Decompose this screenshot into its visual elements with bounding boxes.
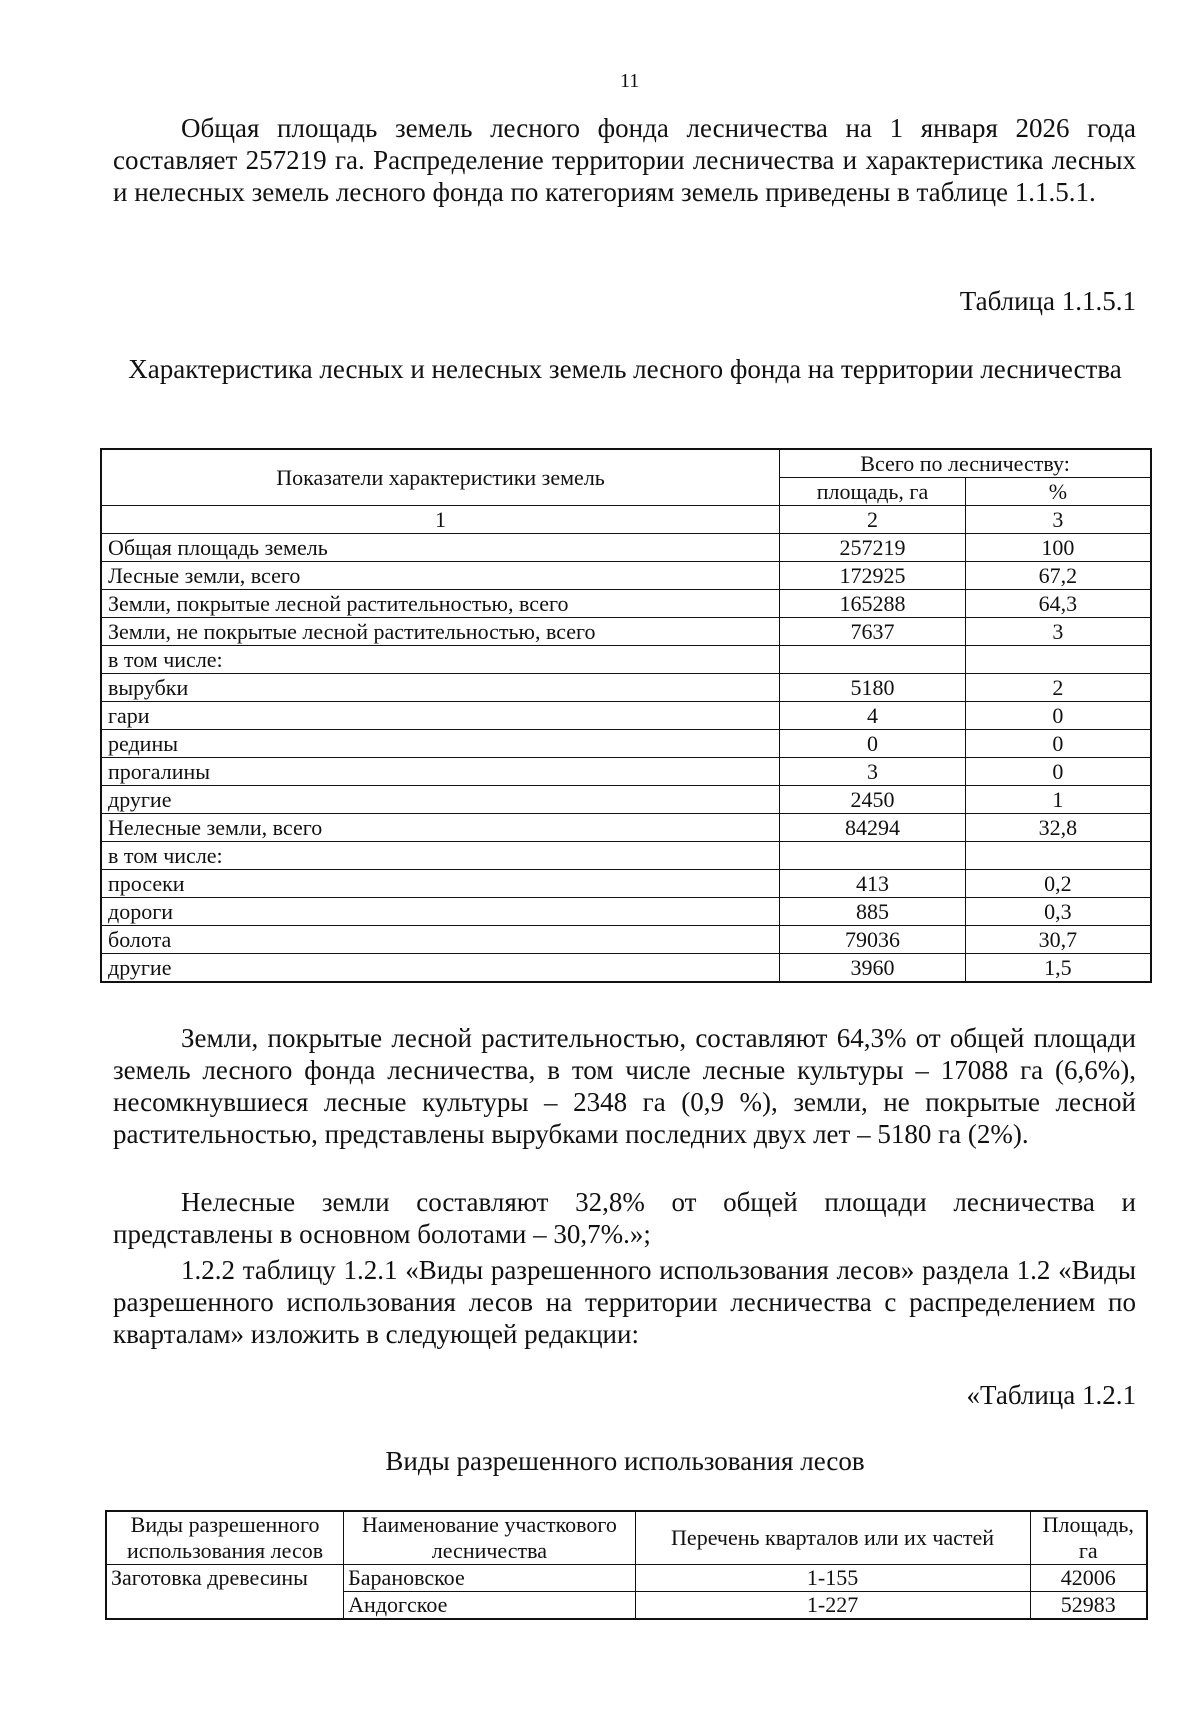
row-area: 52983 bbox=[1030, 1592, 1147, 1620]
table2-label: «Таблица 1.2.1 bbox=[966, 1380, 1136, 1410]
table1-colnum-3: 3 bbox=[965, 506, 1151, 534]
intro-paragraph: Общая площадь земель лесного фонда лесничества на 1 января 2026 года составляет 257219 га. Распределение территории лесничества и характеристика лесных и нелесных земель лесного фонда по категориям земель приведены в таблице 1.1.5.1. bbox=[113, 113, 1136, 207]
table1-label: Таблица 1.1.5.1 bbox=[959, 286, 1136, 316]
table2-header-use: Виды разрешенного использования лесов bbox=[106, 1511, 344, 1565]
row-percent: 0,2 bbox=[965, 870, 1151, 898]
row-district: Андогское bbox=[344, 1592, 635, 1620]
table-row bbox=[101, 618, 1151, 646]
row-percent: 1 bbox=[965, 786, 1151, 814]
table-row bbox=[101, 870, 1151, 898]
row-area: 3 bbox=[780, 758, 966, 786]
row-name: Общая площадь земель bbox=[101, 534, 780, 562]
table-row bbox=[101, 786, 1151, 814]
row-area: 413 bbox=[780, 870, 966, 898]
table1-header-total: Всего по лесничеству: bbox=[780, 449, 1151, 478]
row-area: 257219 bbox=[780, 534, 966, 562]
table-row bbox=[101, 954, 1151, 983]
table-row bbox=[101, 758, 1151, 786]
table1-colnum-2: 2 bbox=[780, 506, 966, 534]
row-percent: 3 bbox=[965, 618, 1151, 646]
row-percent bbox=[965, 842, 1151, 870]
row-percent: 0 bbox=[965, 702, 1151, 730]
table-row bbox=[101, 534, 1151, 562]
row-name: другие bbox=[101, 954, 780, 983]
row-percent: 0 bbox=[965, 758, 1151, 786]
row-name: редины bbox=[101, 730, 780, 758]
table-row bbox=[101, 590, 1151, 618]
row-name: другие bbox=[101, 786, 780, 814]
table2-header-row bbox=[106, 1511, 1147, 1565]
nonforest-lands-paragraph: Нелесные земли составляют 32,8% от общей площади лесничества и представлены в основном болотами – 30,7%.»; bbox=[113, 1187, 1136, 1249]
row-area: 3960 bbox=[780, 954, 966, 983]
row-area: 4 bbox=[780, 702, 966, 730]
row-name: Земли, покрытые лесной растительностью, всего bbox=[101, 590, 780, 618]
table-row bbox=[106, 1565, 1147, 1592]
row-percent bbox=[965, 646, 1151, 674]
table-row bbox=[101, 898, 1151, 926]
row-percent: 100 bbox=[965, 534, 1151, 562]
page-number: 11 bbox=[620, 70, 640, 92]
table1-header-area: площадь, га bbox=[780, 478, 966, 506]
row-area: 172925 bbox=[780, 562, 966, 590]
row-percent: 64,3 bbox=[965, 590, 1151, 618]
row-area: 79036 bbox=[780, 926, 966, 954]
table1-header-row bbox=[101, 449, 1151, 478]
row-percent: 2 bbox=[965, 674, 1151, 702]
land-characteristics-table bbox=[100, 448, 1152, 983]
row-name: дороги bbox=[101, 898, 780, 926]
row-name: в том числе: bbox=[101, 646, 780, 674]
table-row bbox=[101, 926, 1151, 954]
row-percent: 32,8 bbox=[965, 814, 1151, 842]
table-row bbox=[101, 842, 1151, 870]
row-area: 42006 bbox=[1030, 1565, 1147, 1592]
row-use: Заготовка древесины bbox=[106, 1565, 344, 1620]
table1-column-numbers-row bbox=[101, 506, 1151, 534]
table-row bbox=[101, 646, 1151, 674]
row-area: 7637 bbox=[780, 618, 966, 646]
table-row bbox=[101, 814, 1151, 842]
table2-header-area: Площадь, га bbox=[1030, 1511, 1147, 1565]
table2-header-quarters: Перечень кварталов или их частей bbox=[635, 1511, 1030, 1565]
row-area: 84294 bbox=[780, 814, 966, 842]
row-area: 5180 bbox=[780, 674, 966, 702]
row-name: в том числе: bbox=[101, 842, 780, 870]
row-name: прогалины bbox=[101, 758, 780, 786]
row-percent: 67,2 bbox=[965, 562, 1151, 590]
row-name: просеки bbox=[101, 870, 780, 898]
row-area: 885 bbox=[780, 898, 966, 926]
permitted-use-table bbox=[105, 1510, 1148, 1620]
amendment-paragraph: 1.2.2 таблицу 1.2.1 «Виды разрешенного использования лесов» раздела 1.2 «Виды разрешенного использования лесов на территории лесничества с распределением по кварталам» изложить в следующей редакции: bbox=[113, 1255, 1136, 1349]
table-row bbox=[101, 702, 1151, 730]
row-name: гари bbox=[101, 702, 780, 730]
forest-lands-paragraph: Земли, покрытые лесной растительностью, составляют 64,3% от общей площади земель лесного фонда лесничества, в том числе лесные культуры – 17088 га (6,6%), несомкнувшиеся лесные культуры – 2348 га (0,9 %), земли, не покрытые лесной растительностью, представлены вырубками последних двух лет – 5180 га (2%). bbox=[113, 1023, 1136, 1149]
row-quarters: 1-227 bbox=[635, 1592, 1030, 1620]
row-area: 0 bbox=[780, 730, 966, 758]
row-name: болота bbox=[101, 926, 780, 954]
row-name: Нелесные земли, всего bbox=[101, 814, 780, 842]
table-row bbox=[101, 674, 1151, 702]
table1-header-indicators: Показатели характеристики земель bbox=[101, 449, 780, 506]
row-name: вырубки bbox=[101, 674, 780, 702]
table1-colnum-1: 1 bbox=[101, 506, 780, 534]
row-area: 2450 bbox=[780, 786, 966, 814]
table1-header-percent: % bbox=[965, 478, 1151, 506]
row-percent: 0 bbox=[965, 730, 1151, 758]
row-district: Барановское bbox=[344, 1565, 635, 1592]
table1-title: Характеристика лесных и нелесных земель лесного фонда на территории лесничества bbox=[128, 354, 1122, 384]
table-row bbox=[101, 562, 1151, 590]
table2-header-district: Наименование участкового лесничества bbox=[344, 1511, 635, 1565]
row-name: Земли, не покрытые лесной растительностью, всего bbox=[101, 618, 780, 646]
row-area: 165288 bbox=[780, 590, 966, 618]
row-percent: 1,5 bbox=[965, 954, 1151, 983]
row-area bbox=[780, 842, 966, 870]
row-name: Лесные земли, всего bbox=[101, 562, 780, 590]
table2-title: Виды разрешенного использования лесов bbox=[385, 1446, 865, 1476]
row-percent: 30,7 bbox=[965, 926, 1151, 954]
row-quarters: 1-155 bbox=[635, 1565, 1030, 1592]
table-row bbox=[101, 730, 1151, 758]
row-percent: 0,3 bbox=[965, 898, 1151, 926]
row-area bbox=[780, 646, 966, 674]
